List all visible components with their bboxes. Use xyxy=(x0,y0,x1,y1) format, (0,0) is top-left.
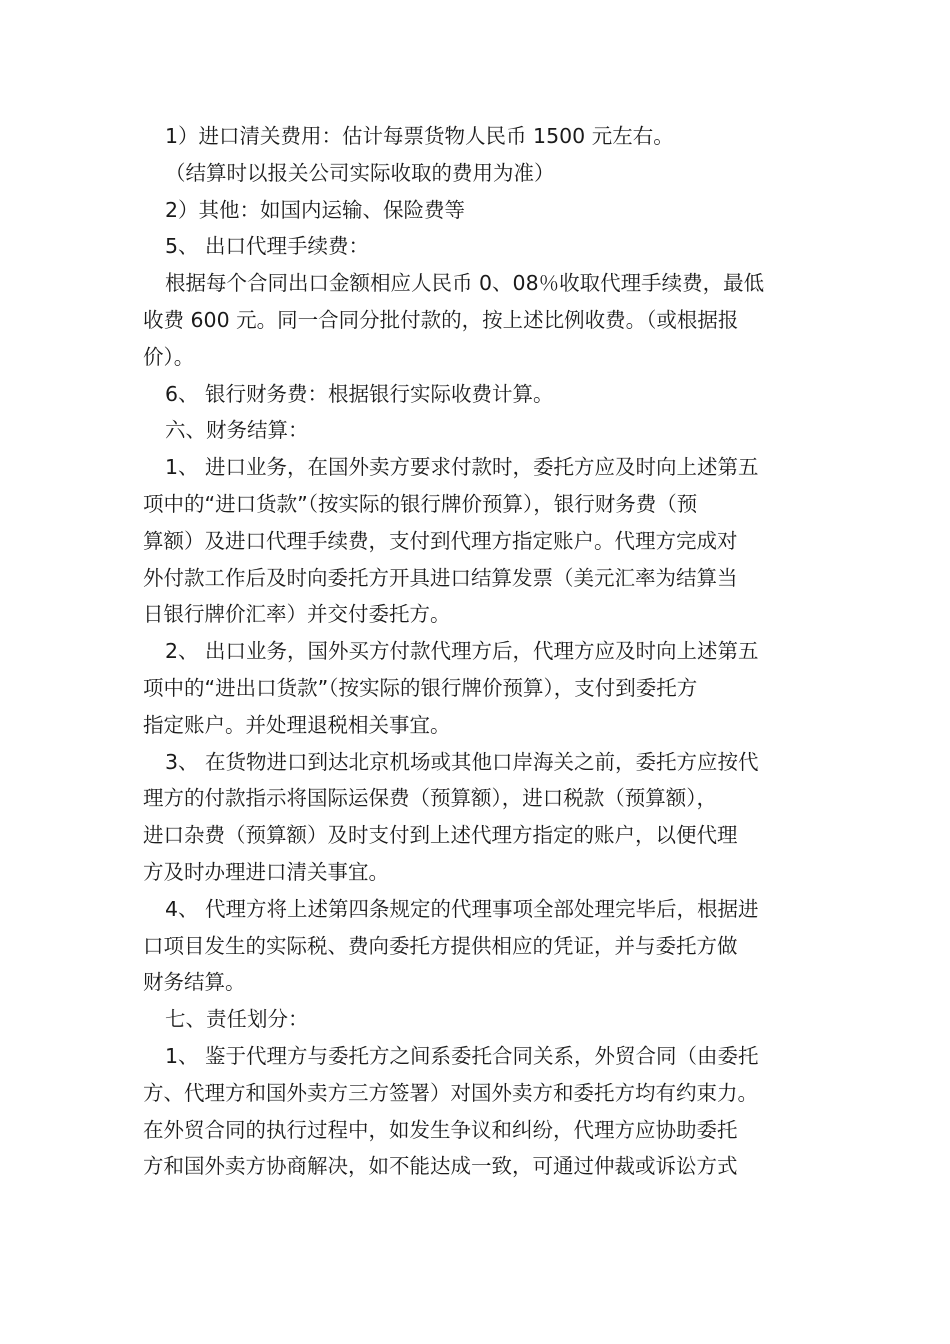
text-line: 财务结算。 xyxy=(143,970,246,995)
text-line: 口项目发生的实际税、费向委托方提供相应的凭证，并与委托方做 xyxy=(143,933,738,958)
text-line: 在外贸合同的执行过程中，如发生争议和纠纷，代理方应协助委托 xyxy=(143,1117,738,1142)
text-line: 1、 鉴于代理方与委托方之间系委托合同关系，外贸合同（由委托 xyxy=(165,1043,759,1068)
text-line: 5、 出口代理手续费： xyxy=(165,234,370,259)
text-line: 3、 在货物进口到达北京机场或其他口岸海关之前，委托方应按代 xyxy=(165,749,759,774)
text-line: 项中的“进口货款”（按实际的银行牌价预算），银行财务费（预 xyxy=(143,491,698,516)
text-line: 2、 出口业务，国外买方付款代理方后，代理方应及时向上述第五 xyxy=(165,639,759,664)
text-line: 1）进口清关费用：估计每票货物人民币 1500 元左右。 xyxy=(165,124,674,148)
text-line: 外付款工作后及时向委托方开具进口结算发票（美元汇率为结算当 xyxy=(143,565,738,590)
text-line: 收费 600 元。同一合同分批付款的，按上述比例收费。（或根据报 xyxy=(143,307,739,332)
text-line: 六、财务结算： xyxy=(165,418,309,443)
text-line: 算额）及进口代理手续费，支付到代理方指定账户。代理方完成对 xyxy=(143,528,738,553)
text-line: 理方的付款指示将国际运保费（预算额），进口税款（预算额）， xyxy=(143,786,717,811)
text-line: （结算时以报关公司实际收取的费用为准） xyxy=(165,160,555,185)
text-line: 根据每个合同出口金额相应人民币 0、08％收取代理手续费，最低 xyxy=(165,271,765,296)
text-line: 项中的“进出口货款”（按实际的银行牌价预算），支付到委托方 xyxy=(143,675,698,700)
text-line: 方及时办理进口清关事宜。 xyxy=(143,859,389,884)
text-line: 价）。 xyxy=(143,344,195,369)
text-line: 4、 代理方将上述第四条规定的代理事项全部处理完毕后，根据进 xyxy=(165,896,759,921)
text-line: 6、 银行财务费：根据银行实际收费计算。 xyxy=(165,381,554,406)
text-line: 方、代理方和国外卖方三方签署）对国外卖方和委托方均有约束力。 xyxy=(143,1080,758,1105)
text-line: 日银行牌价汇率）并交付委托方。 xyxy=(143,602,451,627)
text-line: 1、 进口业务，在国外卖方要求付款时，委托方应及时向上述第五 xyxy=(165,455,759,480)
text-line: 2）其他：如国内运输、保险费等 xyxy=(165,197,466,222)
text-line: 指定账户。并处理退税相关事宜。 xyxy=(143,712,451,737)
text-line: 进口杂费（预算额）及时支付到上述代理方指定的账户，以便代理 xyxy=(143,823,738,848)
text-line: 方和国外卖方协商解决，如不能达成一致，可通过仲裁或诉讼方式 xyxy=(143,1154,738,1179)
text-line: 七、责任划分： xyxy=(165,1007,309,1032)
document-body xyxy=(143,118,823,1185)
